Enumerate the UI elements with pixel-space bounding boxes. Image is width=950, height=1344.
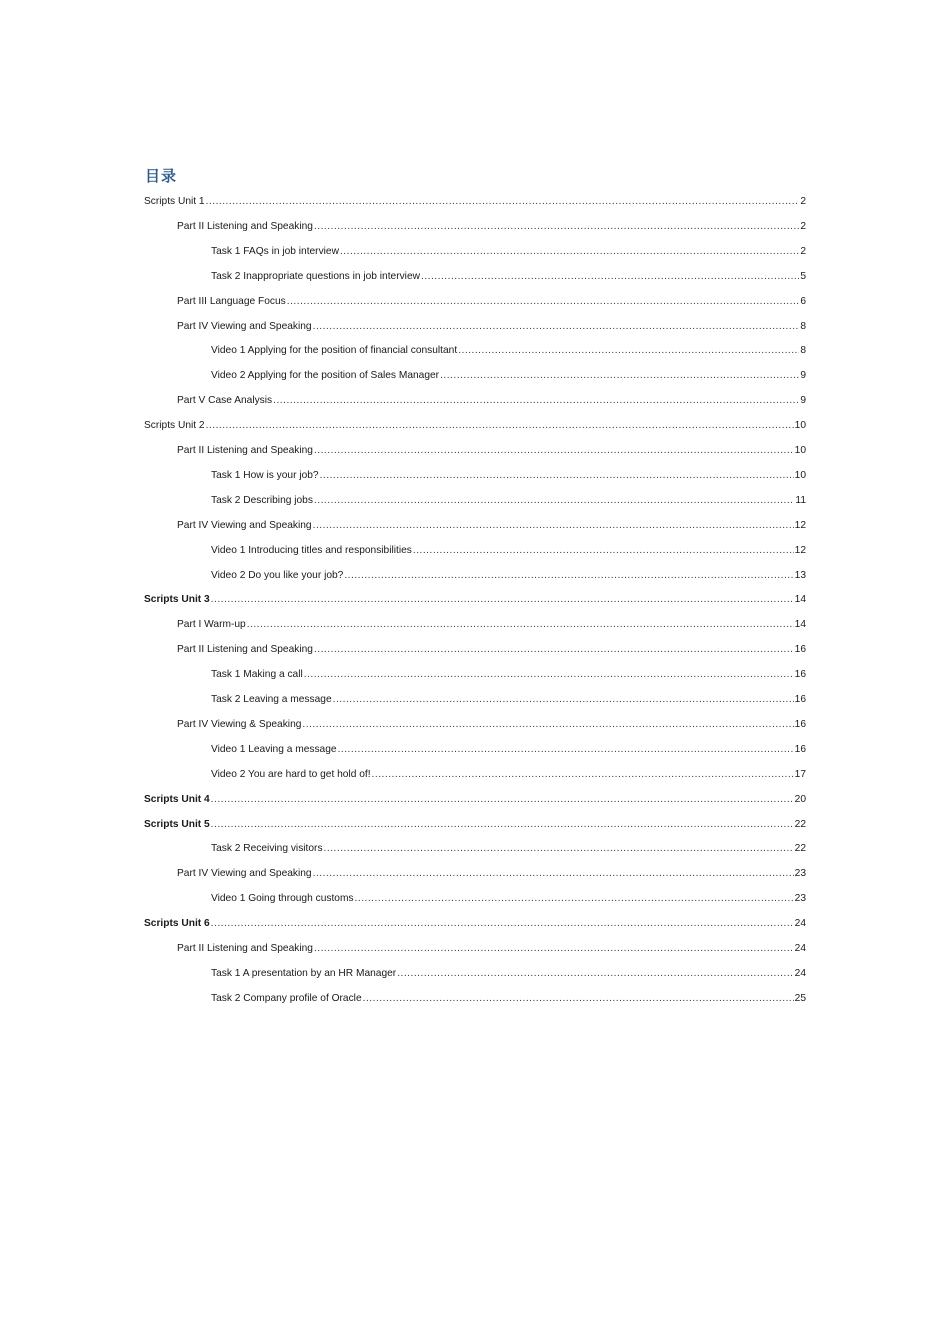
toc-entry[interactable] <box>211 568 806 584</box>
toc-dot-leader <box>302 717 793 733</box>
toc-page-number: 17 <box>794 768 806 780</box>
toc-entry-label: Scripts Unit 1 <box>144 196 205 207</box>
toc-dot-leader <box>313 319 800 335</box>
toc-entry[interactable] <box>177 717 806 733</box>
toc-page-number: 10 <box>794 420 806 432</box>
toc-page-number: 16 <box>794 669 806 681</box>
toc-dot-leader <box>314 219 799 235</box>
toc-entry[interactable] <box>211 767 806 783</box>
toc-page-number: 6 <box>800 295 806 307</box>
toc-dot-leader <box>211 592 794 608</box>
toc-entry[interactable] <box>211 891 806 907</box>
toc-entry[interactable] <box>177 642 806 658</box>
toc-entry-label: Task 1 A presentation by an HR Manager <box>211 967 397 979</box>
toc-entry[interactable] <box>177 617 806 633</box>
toc-entry[interactable] <box>144 792 806 808</box>
toc-page-number: 22 <box>794 843 806 855</box>
toc-dot-leader <box>313 518 794 534</box>
toc-entry-label: Video 2 Do you like your job? <box>211 569 344 581</box>
toc-entry[interactable] <box>211 991 806 1007</box>
toc-entry-label: Part I Warm-up <box>177 619 246 631</box>
toc-dot-leader <box>355 891 794 907</box>
toc-page-number: 24 <box>794 918 806 930</box>
toc-dot-leader <box>206 194 800 210</box>
toc-entry-label: Scripts Unit 4 <box>144 793 210 805</box>
toc-entry[interactable] <box>211 692 806 708</box>
toc-entry-label: Video 2 You are hard to get hold of! <box>211 768 371 780</box>
toc-entry-label: Part V Case Analysis <box>177 395 273 407</box>
toc-entry[interactable] <box>211 966 806 982</box>
toc-entry-label: Video 1 Applying for the position of financial consultant <box>211 345 458 357</box>
toc-entry[interactable] <box>211 244 806 260</box>
toc-page-number: 25 <box>794 992 806 1004</box>
toc-entry-label: Video 1 Leaving a message <box>211 743 337 755</box>
toc-page-number: 23 <box>794 868 806 880</box>
toc-entry-label: Video 1 Introducing titles and responsibilities <box>211 544 412 556</box>
toc-page-number: 16 <box>794 743 806 755</box>
toc-entry[interactable] <box>211 468 806 484</box>
toc-dot-leader <box>397 966 793 982</box>
toc-entry[interactable] <box>211 667 806 683</box>
toc-dot-leader <box>413 543 794 559</box>
toc-entry[interactable] <box>177 294 806 310</box>
toc-dot-leader <box>273 393 799 409</box>
toc-page-number: 24 <box>794 967 806 979</box>
toc-dot-leader <box>458 343 799 359</box>
toc-entry[interactable] <box>211 493 806 509</box>
toc-dot-leader <box>363 991 794 1007</box>
toc-entry[interactable] <box>177 393 806 409</box>
toc-dot-leader <box>324 841 794 857</box>
toc-page-number: 2 <box>800 220 806 232</box>
toc-entry-label: Task 2 Receiving visitors <box>211 843 323 855</box>
toc-entry-label: Part IV Viewing and Speaking <box>177 868 312 880</box>
toc-dot-leader <box>314 941 794 957</box>
toc-dot-leader <box>314 443 794 459</box>
toc-entry-label: Task 2 Inappropriate questions in job interview <box>211 270 420 282</box>
toc-page-number: 9 <box>800 395 806 407</box>
toc-entry[interactable] <box>211 841 806 857</box>
toc-entry[interactable] <box>177 319 806 335</box>
toc-dot-leader <box>372 767 794 783</box>
toc-entry[interactable] <box>211 543 806 559</box>
toc-page-number: 11 <box>795 494 806 506</box>
toc-entry-label: Part IV Viewing & Speaking <box>177 718 302 730</box>
toc-entry[interactable] <box>144 194 806 210</box>
toc-page-number: 13 <box>794 569 806 581</box>
toc-entry-label: Scripts Unit 6 <box>144 918 210 930</box>
toc-entry[interactable] <box>144 592 806 608</box>
toc-entry-label: Scripts Unit 3 <box>144 594 210 606</box>
toc-dot-leader <box>421 269 799 285</box>
toc-dot-leader <box>304 667 794 683</box>
toc-dot-leader <box>333 692 794 708</box>
toc-entry-label: Part II Listening and Speaking <box>177 445 313 456</box>
toc-dot-leader <box>206 418 794 434</box>
toc-page-number: 9 <box>800 370 806 382</box>
toc-entry-label: Part II Listening and Speaking <box>177 943 313 954</box>
toc-entry[interactable] <box>177 518 806 534</box>
toc-entry-label: Part III Language Focus <box>177 295 286 307</box>
toc-entry-label: Part IV Viewing and Speaking <box>177 320 312 332</box>
toc-page-number: 23 <box>794 893 806 905</box>
toc-page-number: 8 <box>800 345 806 357</box>
toc-dot-leader <box>314 642 794 658</box>
toc-title: 目录 <box>145 167 178 185</box>
toc-entry[interactable] <box>144 418 806 434</box>
toc-page-number: 12 <box>794 544 806 556</box>
toc-entry-label: Task 1 FAQs in job interview <box>211 245 339 257</box>
toc-entry[interactable] <box>177 219 806 235</box>
toc-dot-leader <box>344 568 793 584</box>
toc-page-number: 12 <box>794 519 806 531</box>
toc-dot-leader <box>211 916 794 932</box>
toc-entry[interactable] <box>144 916 806 932</box>
toc-entry-label: Scripts Unit 2 <box>144 420 205 432</box>
toc-page-number: 2 <box>800 245 806 257</box>
toc-entry[interactable] <box>177 443 806 459</box>
toc-dot-leader <box>440 368 799 384</box>
toc-dot-leader <box>287 294 800 310</box>
toc-entry[interactable] <box>211 742 806 758</box>
toc-entry[interactable] <box>211 343 806 359</box>
toc-page-number: 16 <box>794 718 806 730</box>
toc-page-number: 20 <box>794 793 806 805</box>
toc-dot-leader <box>320 468 794 484</box>
toc-entry-label: Task 1 How is your job? <box>211 469 319 481</box>
toc-entry-label: Scripts Unit 5 <box>144 818 210 830</box>
toc-dot-leader <box>338 742 794 758</box>
toc-page-number: 24 <box>794 943 806 954</box>
toc-entry-label: Part II Listening and Speaking <box>177 644 313 656</box>
toc-page-number: 10 <box>794 445 806 456</box>
toc-entry-label: Task 2 Describing jobs <box>211 494 313 506</box>
toc-entry[interactable] <box>211 269 806 285</box>
toc-page-number: 14 <box>794 619 806 631</box>
toc-dot-leader <box>211 817 794 833</box>
toc-entry-label: Part IV Viewing and Speaking <box>177 519 312 531</box>
toc-dot-leader <box>247 617 794 633</box>
toc-page-number: 14 <box>794 594 806 606</box>
toc-page-number: 5 <box>800 270 806 282</box>
toc-dot-leader <box>211 792 794 808</box>
toc-page-number: 16 <box>794 694 806 705</box>
toc-entry[interactable] <box>211 368 806 384</box>
toc-page-number: 16 <box>794 644 806 656</box>
toc-page-number: 8 <box>800 320 806 332</box>
toc-page-number: 10 <box>794 469 806 481</box>
toc-entry-label: Task 2 Company profile of Oracle <box>211 992 362 1004</box>
toc-page-number: 2 <box>800 196 806 207</box>
toc-entry-label: Video 1 Going through customs <box>211 893 354 905</box>
toc-dot-leader <box>313 866 794 882</box>
toc-dot-leader <box>340 244 799 260</box>
toc-entry-label: Video 2 Applying for the position of Sales Manager <box>211 370 440 382</box>
toc-entry-label: Task 2 Leaving a message <box>211 694 332 705</box>
toc-entry-label: Part II Listening and Speaking <box>177 220 313 232</box>
toc-entry[interactable] <box>144 817 806 833</box>
toc-dot-leader <box>314 493 795 509</box>
toc-entry[interactable] <box>177 941 806 957</box>
toc-entry-label: Task 1 Making a call <box>211 669 303 681</box>
toc-entry[interactable] <box>177 866 806 882</box>
toc-page-number: 22 <box>794 818 806 830</box>
